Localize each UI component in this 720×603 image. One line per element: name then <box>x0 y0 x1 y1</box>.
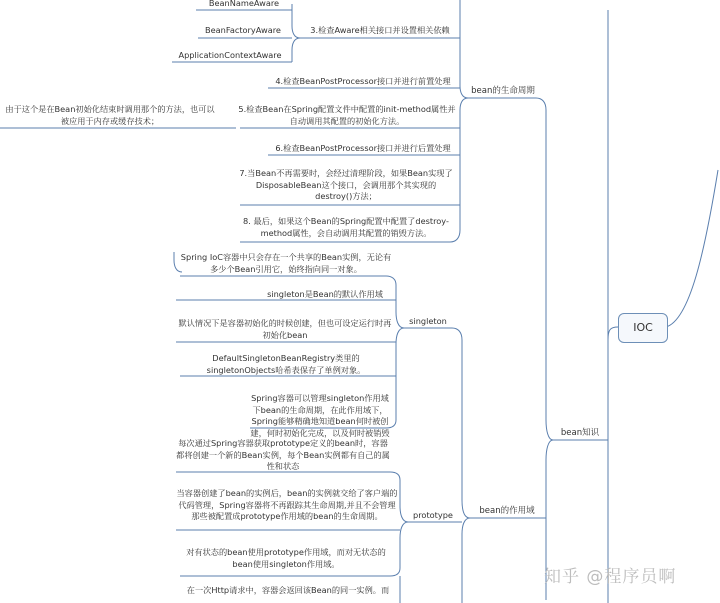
singleton-item-registry: DefaultSingletonBeanRegistry类里的singletonObjects哈希表保存了单例对象。 <box>206 353 366 375</box>
bean-knowledge-label: bean知识 <box>560 428 600 438</box>
prototype-item-client-managed: 当容器创建了bean的实例后，bean的实例就交给了客户端的代码管理，Spring容器将不再跟踪其生命周期,并且不会管理那些被配置成prototype作用域的bean的生命周期。 <box>176 488 398 521</box>
singleton-item-init-time: 默认情况下是容器初始化的时候创建，但也可设定运行时再初始化bean <box>178 318 392 340</box>
scope-label: bean的作用域 <box>479 506 535 516</box>
singleton-item-default: singleton是Bean的默认作用域 <box>267 289 383 299</box>
lifecycle-step-4: 4.检查BeanPostProcessor接口并进行前置处理 <box>275 76 451 86</box>
prototype-item-stateful: 对有状态的bean使用prototype作用域，而对无状态的bean使用singleton作用域。 <box>186 547 386 569</box>
lifecycle-step-5-note: 由于这个是在Bean初始化结束时调用那个的方法，也可以被应用于内存或缓存技术； <box>5 104 215 126</box>
singleton-label: singleton <box>409 316 447 326</box>
aware-item-bean-factory: BeanFactoryAware <box>205 25 281 35</box>
singleton-item-lifecycle: Spring容器可以管理singleton作用域下bean的生命周期，在此作用域下，Spring能够精确地知道bean何时被创建，何时初始化完成，以及何时被销毁 <box>250 393 390 438</box>
lifecycle-label: bean的生命周期 <box>471 86 535 96</box>
lifecycle-step-3: 3.检查Aware相关接口并设置相关依赖 <box>310 25 450 35</box>
singleton-top-note: Spring IoC容器中只会存在一个共享的Bean实例，无论有多少个Bean引用它，始终指向同一对象。 <box>180 252 392 274</box>
request-scope-note: 在一次Http请求中，容器会返回该Bean的同一实例。而 <box>186 585 390 595</box>
lifecycle-step-7: 7.当Bean不再需要时，会经过清理阶段，如果Bean实现了DisposableBean这个接口，会调用那个其实现的destroy()方法； <box>239 168 453 201</box>
lifecycle-step-5: 5.检查Bean在Spring配置文件中配置的init-method属性并自动调用其配置的初始化方法。 <box>238 104 456 126</box>
watermark: 知乎 @程序员啊 <box>544 567 677 587</box>
root-node-ioc: IOC <box>618 313 668 343</box>
prototype-item-new-instance: 每次通过Spring容器获取prototype定义的bean时，容器都将创建一个新的Bean实例，每个Bean实例都有自己的属性和状态 <box>176 438 390 471</box>
aware-item-application-context: ApplicationContextAware <box>178 50 282 60</box>
aware-item-bean-name: BeanNameAware <box>208 0 280 8</box>
lifecycle-step-6: 6.检查BeanPostProcessor接口并进行后置处理 <box>275 143 451 153</box>
prototype-label: prototype <box>413 510 453 520</box>
lifecycle-step-8: 8. 最后，如果这个Bean的Spring配置中配置了destroy-method属性，会自动调用其配置的销毁方法。 <box>243 216 449 238</box>
